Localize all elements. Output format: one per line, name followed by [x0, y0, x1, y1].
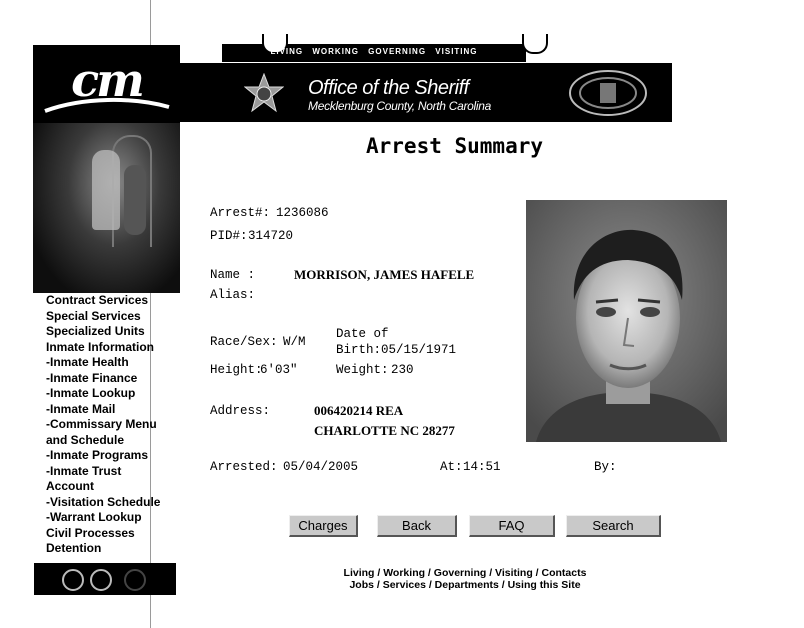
- sidebar-item-specialized-units[interactable]: Specialized Units: [46, 324, 145, 338]
- sidebar-nav: [46, 293, 176, 557]
- weight-label: Weight:: [336, 363, 389, 377]
- topnav-working[interactable]: WORKING: [312, 47, 359, 56]
- sidebar-item-inmate-health[interactable]: -Inmate Health: [46, 355, 129, 369]
- address-label: Address:: [210, 404, 271, 418]
- topnav-living[interactable]: LIVING: [270, 47, 304, 56]
- address-line1: 006420214 REA: [314, 403, 404, 418]
- sidebar-item-contract-services[interactable]: Contract Services: [46, 293, 149, 307]
- sheriff-star-icon: [244, 73, 284, 113]
- sidebar-photo-figure: [92, 150, 120, 230]
- arrested-label: Arrested:: [210, 460, 278, 474]
- top-nav: [222, 44, 526, 62]
- footer-line2[interactable]: Jobs / Services / Departments / Using this Site: [349, 579, 581, 591]
- banner-title: Office of the Sheriff: [308, 77, 469, 99]
- sidebar-photo-figure: [124, 165, 146, 235]
- sidebar-item-inmate-information[interactable]: Inmate Information: [46, 339, 155, 354]
- seal-icon: [90, 569, 112, 591]
- topnav-visiting[interactable]: VISITING: [435, 47, 478, 56]
- sidebar-item-inmate-programs[interactable]: -Inmate Programs: [46, 448, 149, 462]
- seal-icon: [124, 569, 146, 591]
- weight-value: 230: [391, 363, 414, 377]
- arrested-date: 05/04/2005: [283, 460, 359, 474]
- arrest-number-label: Arrest#:: [210, 206, 271, 220]
- name-label: Name :: [210, 268, 256, 282]
- sidebar-bottom-bar: [34, 563, 176, 595]
- race-sex-label: Race/Sex:: [210, 335, 278, 349]
- sidebar-item-detention[interactable]: Detention: [46, 541, 102, 555]
- sidebar-item-warrant-lookup[interactable]: -Warrant Lookup: [46, 510, 142, 524]
- sidebar-item-civil-processes[interactable]: Civil Processes: [46, 525, 135, 540]
- sidebar-item-commissary[interactable]: -Commissary Menu and Schedule: [46, 417, 157, 447]
- sidebar-item-inmate-trust-account[interactable]: -Inmate Trust Account: [46, 463, 122, 493]
- pid-value: 314720: [248, 229, 294, 243]
- arrest-number-value: 1236086: [276, 206, 329, 220]
- page-title: Arrest Summary: [366, 134, 544, 158]
- sidebar-item-special-services[interactable]: Special Services: [46, 308, 141, 323]
- height-value: 6'03": [260, 363, 298, 377]
- race-sex-value: W/M: [283, 335, 306, 349]
- dob-label: Date of: [336, 327, 389, 341]
- dob-label: Birth:: [336, 343, 382, 357]
- arrest-time-value: 14:51: [463, 460, 501, 474]
- county-seal-icon: [568, 69, 648, 117]
- alias-label: Alias:: [210, 288, 256, 302]
- height-label: Height:: [210, 363, 263, 377]
- logo-text: cm: [71, 53, 142, 107]
- back-button[interactable]: Back: [377, 515, 457, 537]
- sidebar-item-inmate-lookup[interactable]: -Inmate Lookup: [46, 386, 136, 400]
- sidebar-item-visitation-schedule[interactable]: -Visitation Schedule: [46, 494, 161, 509]
- footer-line1[interactable]: Living / Working / Governing / Visiting / Contacts: [343, 567, 587, 579]
- address-line2: CHARLOTTE NC 28277: [314, 423, 455, 438]
- sidebar-item-inmate-mail[interactable]: -Inmate Mail: [46, 401, 116, 416]
- dob-value: 05/15/1971: [381, 343, 457, 357]
- mugshot-photo: [526, 200, 727, 442]
- banner-subtitle: Mecklenburg County, North Carolina: [308, 99, 492, 113]
- site-logo[interactable]: [33, 45, 180, 123]
- mugshot-image: [526, 200, 727, 442]
- seal-icon: [62, 569, 84, 591]
- arrested-by-label: By:: [594, 460, 617, 474]
- faq-button[interactable]: FAQ: [469, 515, 555, 537]
- pid-label: PID#:: [210, 229, 248, 243]
- topnav-governing[interactable]: GOVERNING: [368, 47, 427, 56]
- header-banner: [180, 63, 672, 122]
- arrest-time-label: At:: [440, 460, 463, 474]
- charges-button[interactable]: Charges: [289, 515, 358, 537]
- sidebar-item-inmate-finance[interactable]: -Inmate Finance: [46, 370, 138, 385]
- search-button[interactable]: Search: [566, 515, 661, 537]
- logo-swoosh-icon: [43, 93, 171, 117]
- footer-links: [290, 567, 640, 591]
- name-value: MORRISON, JAMES HAFELE: [294, 267, 475, 282]
